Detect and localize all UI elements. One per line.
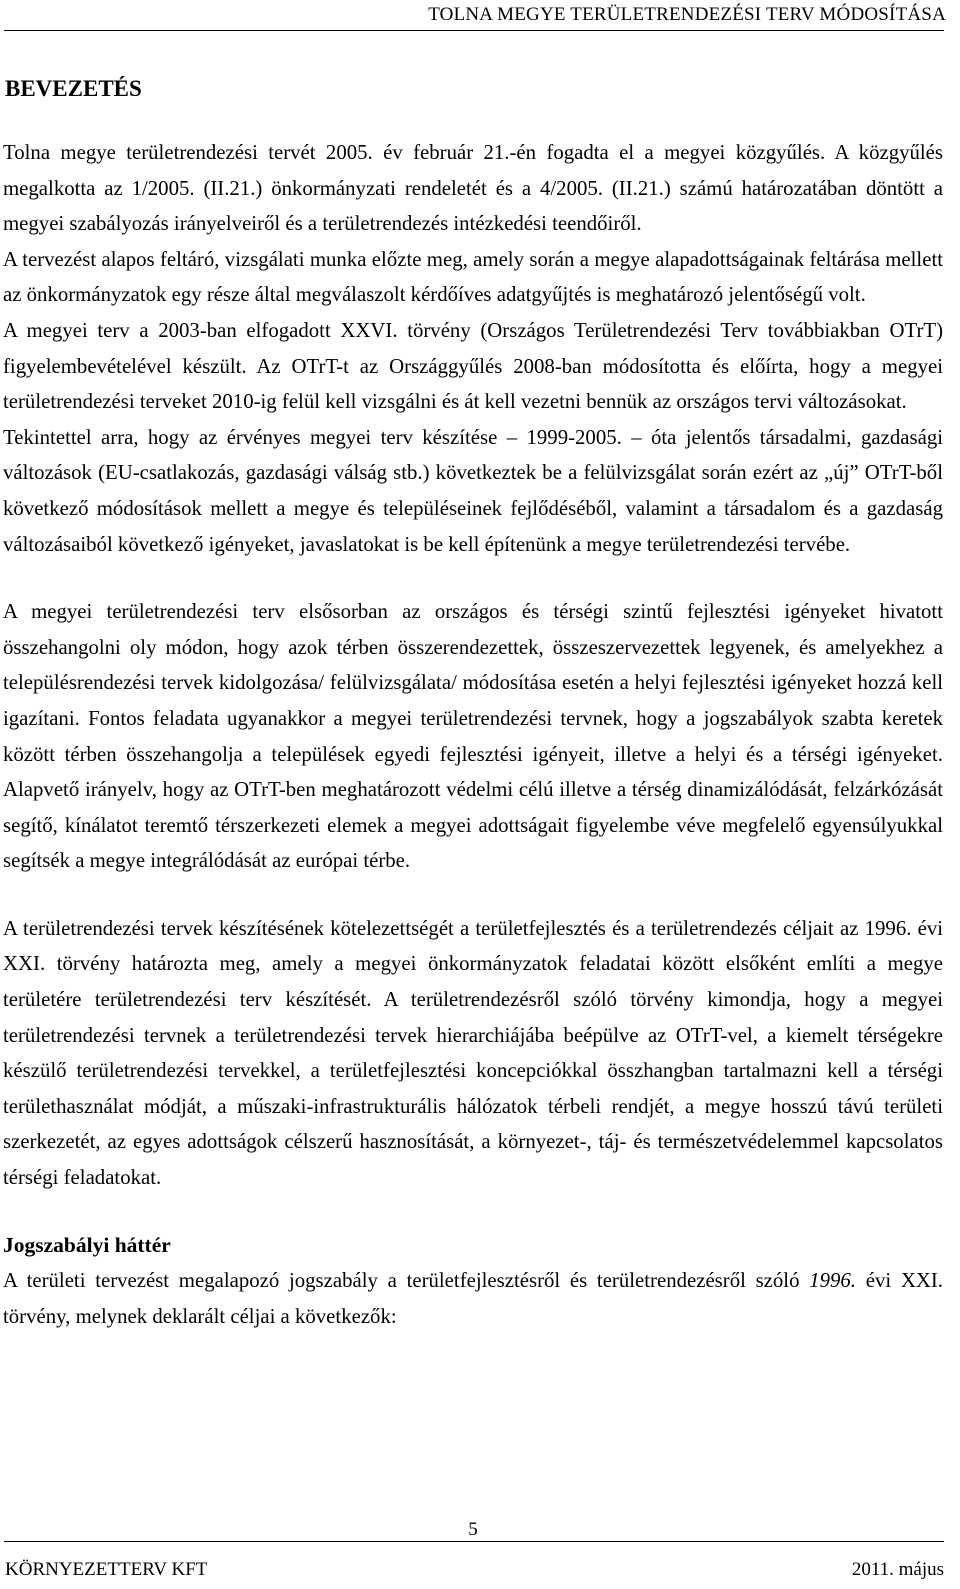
paragraph-gap (3, 879, 943, 911)
footer-date: 2011. május (851, 1559, 944, 1580)
footer-company: KÖRNYEZETTERV KFT (5, 1559, 208, 1580)
page-number: 5 (468, 1519, 478, 1540)
paragraph-law: A területrendezési tervek készítésének kötelezettségét a területfejlesztés és a területrendezés céljait az 1996. évi XXI. törvény határozta meg, amely a megyei önkormányzatok feladatai között elsőként említi a megye területére területrendezési terv készítését. A területrendezésről szóló törvény kimondja, hogy a megyei területrendezési tervnek a területrendezési tervek hierarchiájába beépülve az OTrT-vel, a kiemelt térségekre készülő területrendezési tervekkel, a területfejlesztési koncepciókkal összhangban tartalmazni kell a térségi területhasználat módját, a műszaki-infrastrukturális hálózatok térbeli rendjét, a megye hosszú távú területi szerkezetét, az egyes adottságok célszerű hasznosítását, a környezet-, táj- és természetvédelemmel kapcsolatos térségi feladatokat. (3, 916, 943, 1190)
section-title: BEVEZETÉS (5, 76, 142, 101)
legal-text-end: évi XXI. törvény, melynek deklarált céljai a következők: (3, 1269, 943, 1328)
paragraph-gap (3, 1196, 943, 1228)
footer-rule (4, 1541, 944, 1542)
header-rule (4, 30, 944, 31)
paragraph-gap (3, 562, 943, 594)
legal-text-start: A területi tervezést megalapozó jogszabály a területfejlesztésről és területrendezésről szóló (3, 1269, 810, 1293)
legal-background-text (3, 1263, 943, 1334)
paragraph-preparation: A tervezést alapos feltáró, vizsgálati munka előzte meg, amely során a megye alapadottságainak feltárása mellett az önkormányzatok egy része által megválaszolt kérdőíves adatgyűjtés is meghatározó jelentőségű volt. (3, 247, 943, 307)
paragraph-purpose: A megyei területrendezési terv elsősorban az országos és térségi szintű fejlesztési igényeket hivatott összehangolni oly módon, hogy azok térben összerendezettek, összeszervezettek legyenek, és amelyekhez a településrendezési tervek kidolgozása/ felülvizsgálata/ módosítása esetén a helyi fejlesztési igényeket hozzá kell igazítani. Fontos feladata ugyanakkor a megyei területrendezési tervnek, hogy a jogszabályok szabta keretek között térben összehangolja a települések egyedi fejlesztési igényeit, illetve a helyi és a térségi igényeket. Alapvető irányelv, hogy az OTrT-ben meghatározott védelmi célú illetve a térség dinamizálódását, felzárkózását segítő, kínálatot teremtő térszerkezeti elemek a megyei adottságait figyelembe véve megfelelő egyensúlyukkal segítsék a megye integrálódását az európai térbe. (3, 600, 943, 873)
paragraph-otrt: A megyei terv a 2003-ban elfogadott XXVI. törvény (Országos Területrendezési Terv továbbiakban OTrT) figyelembevételével készült. Az OTrT-t az Országgyűlés 2008-ban módosította és előírta, hogy a megyei területrendezési terveket 2010-ig felül kell vizsgálni és át kell vezetni bennük az országos tervi változásokat. (3, 318, 943, 414)
legal-background-heading: Jogszabályi háttér (3, 1232, 171, 1257)
document-body (3, 64, 943, 1334)
legal-text-year: 1996. (809, 1269, 856, 1293)
paragraph-intro: Tolna megye területrendezési tervét 2005. év február 21.-én fogadta el a megyei közgyűlés. A közgyűlés megalkotta az 1/2005. (II.21.) önkormányzati rendeletét és a 4/2005. (II.21.) számú határozatában döntött a megyei szabályozás irányelveiről és a területrendezés intézkedési teendőiről. (3, 141, 943, 236)
paragraph-changes: Tekintettel arra, hogy az érvényes megyei terv készítése – 1999-2005. – óta jelentős társadalmi, gazdasági változások (EU-csatlakozás, gazdasági válság stb.) következtek be a felülvizsgálat során ezért az „új” OTrT-ből következő módosítások mellett a megye és településeinek fejlődéséből, valamint a társadalom és a gazdaság változásaiból következő igényeket, javaslatokat is be kell építenünk a megye területrendezési tervébe. (3, 425, 943, 556)
running-header: TOLNA MEGYE TERÜLETRENDEZÉSI TERV MÓDOSÍTÁSA (428, 4, 946, 25)
